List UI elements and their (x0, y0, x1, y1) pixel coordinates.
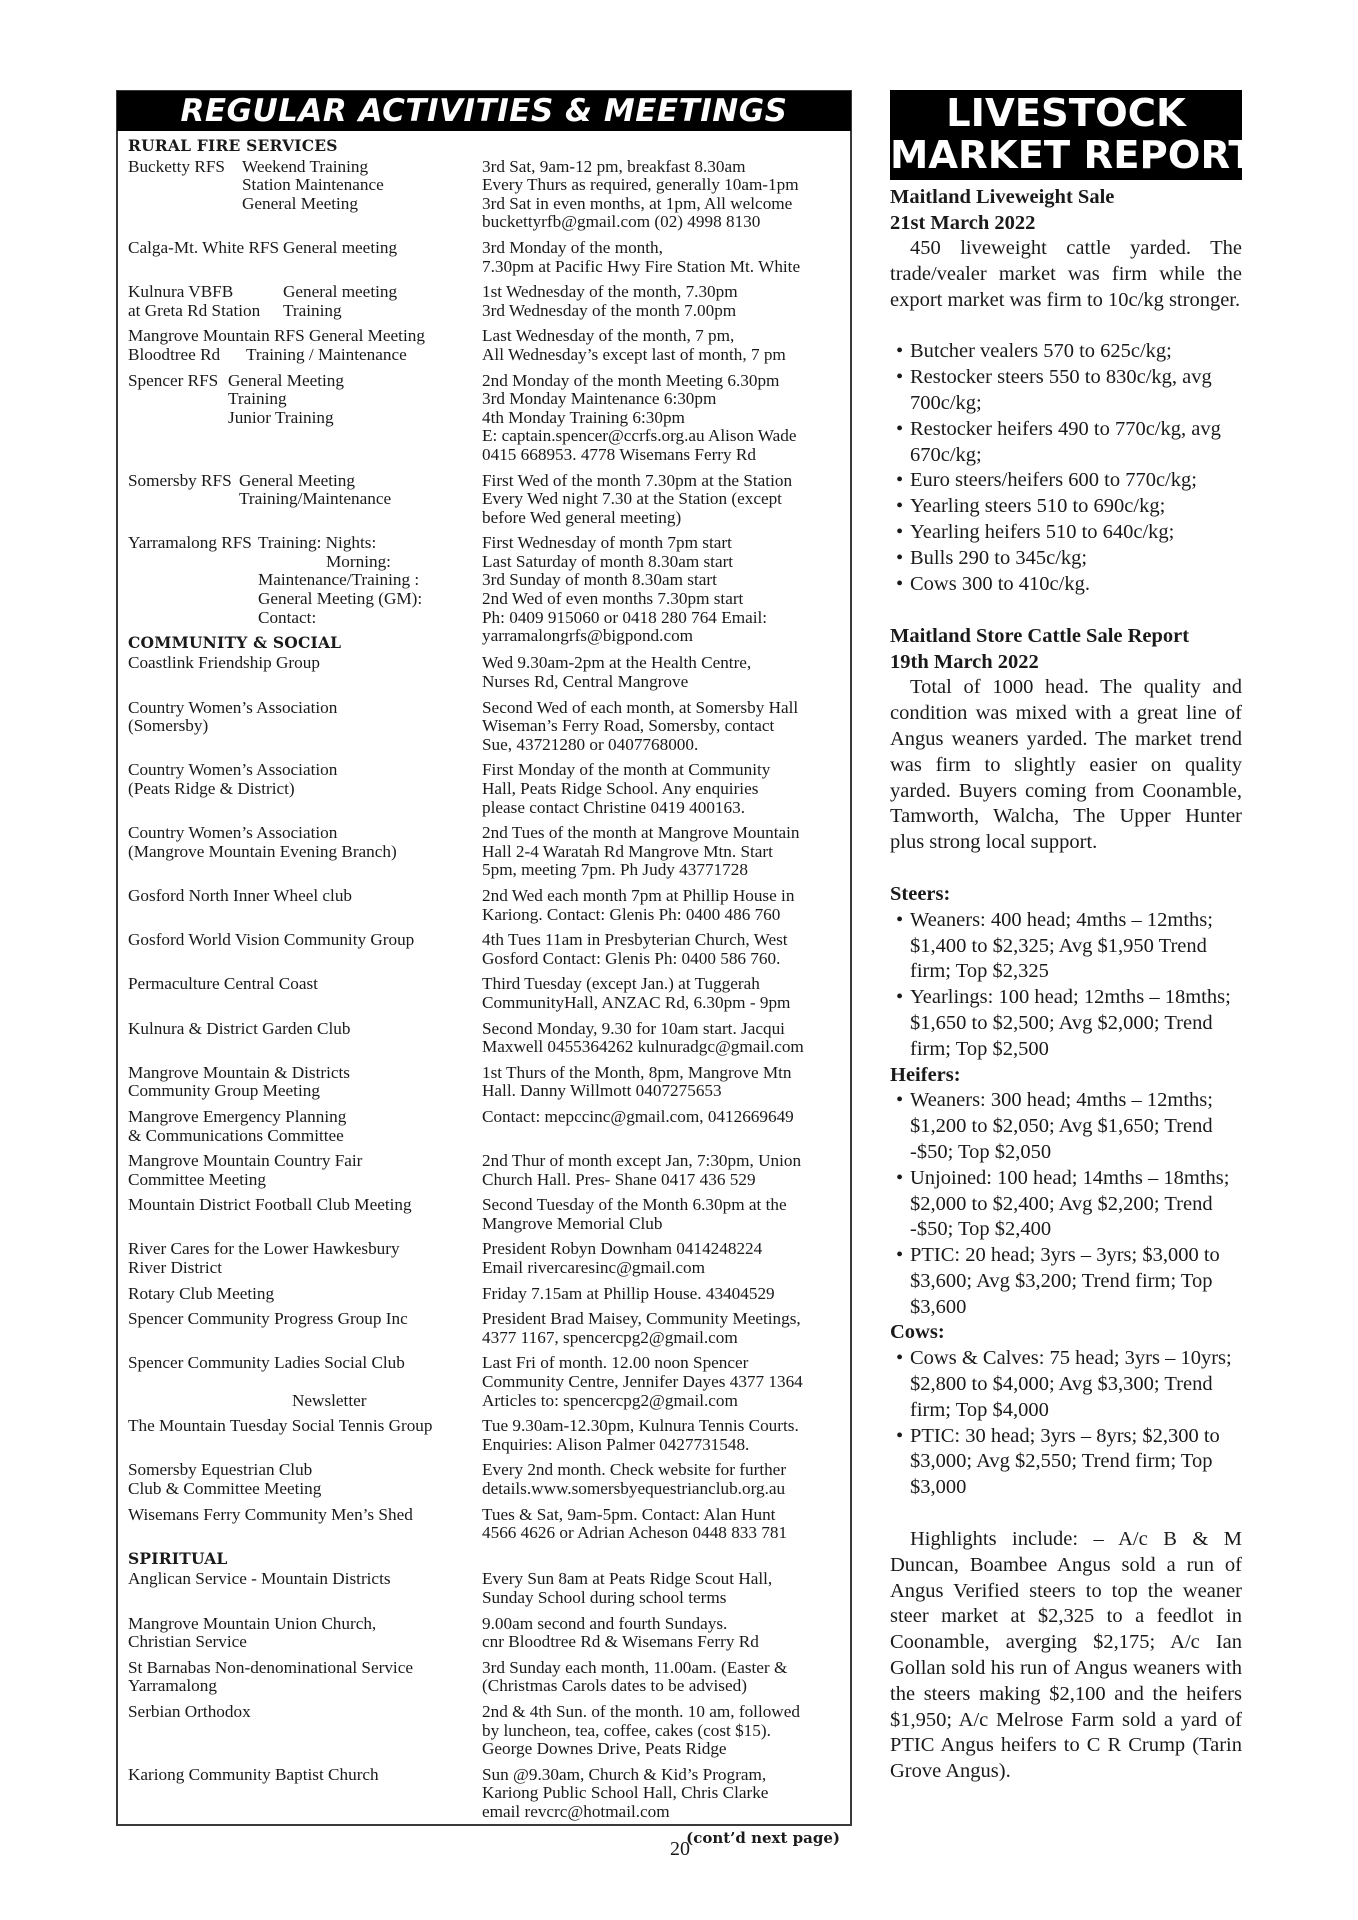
listing-detail: by luncheon, tea, coffee, cakes (cost $15). (482, 1720, 771, 1740)
listing-row (128, 1240, 840, 1277)
store-section (890, 623, 1242, 1785)
rfs-detail: 7.30pm at Pacific Hwy Fire Station Mt. White (482, 256, 801, 276)
store-highlights: Highlights include: – A/c B & M Duncan, Boambee Angus sold a run of Angus Verified steers to top the weaner steer market at $2,325 to a feedlot in Coonamble, averging $2,175; A/c Ian Gollan sold his run of Angus weaners with the steers making $2,100 and the heifers $1,950; A/c Melrose Farm sold a yard of PTIC Angus heifers to C R Crump (Tarin Grove Angus). (890, 1528, 1242, 1783)
listing-detail-contact[interactable]: Sun @9.30am, Church & Kid’s Program, (482, 1764, 767, 1784)
regular-activities-box (116, 90, 852, 1847)
listing-name: (Somersby) (128, 716, 209, 736)
listing-name: Yarramalong (128, 1676, 217, 1696)
listing-detail: 2nd Tues of the month at Mangrove Mountain (482, 823, 800, 843)
price-item: • Yearling heifers 510 to 640c/kg; (896, 520, 1242, 546)
sale-item: • PTIC: 20 head; 3yrs – 3yrs; $3,000 to $3,600; Avg $3,200; Trend firm; Top $3,600 (896, 1243, 1242, 1320)
listing-name: St Barnabas Non-denominational Service (128, 1657, 413, 1677)
listing-row (128, 1766, 840, 1822)
rfs-activity: Morning: (326, 551, 391, 571)
price-item: • Butcher vealers 570 to 625c/kg; (896, 339, 1242, 365)
sale-item: • PTIC: 30 head; 3yrs – 8yrs; $2,300 to $3,000; Avg $2,550; Trend firm; Top $3,000 (896, 1424, 1242, 1501)
category-heading: Steers: (890, 882, 951, 905)
listing-detail: Wed 9.30am-2pm at the Health Centre, (482, 653, 752, 673)
store-date: 19th March 2022 (890, 651, 1039, 674)
listing-detail: 3rd Sunday each month, 11.00am. (Easter & (482, 1657, 788, 1677)
rfs-detail: Ph: 0409 915060 or 0418 280 764 Email: (482, 607, 768, 627)
rfs-detail: 0415 668953. 4778 Wisemans Ferry Rd (482, 444, 756, 464)
listing-detail: Third Tuesday (except Jan.) at Tuggerah (482, 974, 760, 994)
category-list (890, 1088, 1242, 1320)
rfs-activity: Junior Training (228, 407, 334, 427)
listing-detail: (Christmas Carols dates to be advised) (482, 1676, 747, 1696)
category-heading: Heifers: (890, 1063, 961, 1086)
rfs-email[interactable]: E: captain.spencer@ccrfs.org.au Alison Wade (482, 426, 797, 446)
rfs-row-bucketty (128, 158, 840, 232)
sale-item: • Weaners: 400 head; 4mths – 12mths; $1,400 to $2,325; Avg $1,950 Trend firm; Top $2,325 (896, 908, 1242, 985)
listing-detail-contact[interactable]: email revcrc@hotmail.com (482, 1801, 670, 1821)
listing-detail-contact[interactable]: Maxwell 0455364262 kulnuradgc@gmail.com (482, 1037, 804, 1057)
price-item: • Restocker steers 550 to 830c/kg, avg 700c/kg; (896, 365, 1242, 417)
listing-name: Coastlink Friendship Group (128, 653, 320, 673)
listing-row (128, 824, 840, 880)
rfs-activity: Training/Maintenance (239, 489, 392, 509)
listing-name: Kulnura & District Garden Club (128, 1018, 351, 1038)
store-intro: Total of 1000 head. The quality and condition was mixed with a great line of Angus weaners yarded. The market trend was firm to slightly easier on quality yarded. Buyers coming from Coonamble, Tamworth, Walcha, The Upper Hunter plus strong local support. (890, 676, 1242, 854)
listing-detail-contact[interactable]: details.www.somersbyequestrianclub.org.au (482, 1479, 786, 1498)
rfs-row-calga (128, 239, 840, 276)
category-heading: Cows: (890, 1321, 945, 1344)
rfs-detail: Last Saturday of month 8.30am start (482, 551, 734, 571)
rfs-name: Mangrove Mountain RFS General Meeting (128, 326, 425, 346)
listing-name: Gosford North Inner Wheel club (128, 885, 353, 905)
rfs-contact-label: Contact: (258, 607, 317, 627)
rfs-detail: 3rd Sat, 9am-12 pm, breakfast 8.30am (482, 156, 746, 176)
rfs-row-kulnura (128, 283, 840, 320)
listing-detail: 2nd Thur of month except Jan, 7:30pm, Union (482, 1151, 802, 1171)
rfs-activity: General meeting (283, 282, 398, 302)
rfs-activity: Station Maintenance (242, 175, 384, 195)
price-item: • Euro steers/heifers 600 to 770c/kg; (896, 468, 1242, 494)
rfs-email[interactable]: yarramalongrfs@bigpond.com (482, 626, 694, 646)
price-item: • Bulls 290 to 345c/kg; (896, 546, 1242, 572)
listing-row (128, 1285, 840, 1304)
section-heading-rural-fire: RURAL FIRE SERVICES (128, 136, 338, 155)
rfs-activity: Training (228, 389, 287, 409)
rfs-detail: 1st Wednesday of the month, 7.30pm (482, 282, 738, 302)
listing-detail: CommunityHall, ANZAC Rd, 6.30pm - 9pm (482, 992, 791, 1012)
listing-name: Mangrove Mountain Union Church, (128, 1613, 377, 1633)
regular-activities-title: REGULAR ACTIVITIES & MEETINGS (117, 91, 851, 131)
rfs-activity: General Meeting (242, 193, 358, 213)
rfs-activity: Training (283, 300, 342, 320)
listing-row (128, 1196, 840, 1233)
listing-name: Wisemans Ferry Community Men’s Shed (128, 1504, 413, 1524)
listing-name: (Mangrove Mountain Evening Branch) (128, 841, 397, 861)
rfs-name: Somersby RFS (128, 470, 232, 490)
rfs-detail: 3rd Sunday of month 8.30am start (482, 570, 717, 590)
continued-next-page: (cont’d next page) (686, 1828, 840, 1847)
rfs-name: Calga-Mt. White RFS (128, 237, 280, 257)
listing-row (128, 1064, 840, 1101)
page-number: 20 (670, 1838, 690, 1860)
rfs-detail: First Wed of the month 7.30pm at the Station (482, 470, 793, 490)
listing-detail: 4566 4626 or Adrian Acheson 0448 833 781 (482, 1523, 788, 1543)
rfs-row-mangrove (128, 327, 840, 364)
listing-row (128, 1417, 840, 1454)
listing-row (128, 1108, 840, 1145)
listing-detail: Mangrove Memorial Club (482, 1213, 663, 1233)
liveweight-heading: Maitland Liveweight Sale (890, 186, 1115, 208)
category-list (890, 1346, 1242, 1501)
listing-row (128, 975, 840, 1012)
rfs-location: Bloodtree Rd (128, 344, 221, 364)
listing-detail: Every 2nd month. Check website for further (482, 1460, 787, 1480)
listing-detail: Nurses Rd, Central Mangrove (482, 672, 689, 692)
listing-detail: cnr Bloodtree Rd & Wisemans Ferry Rd (482, 1632, 759, 1652)
listing-name: Christian Service (128, 1632, 247, 1652)
listing-name: Mountain District Football Club Meeting (128, 1195, 412, 1215)
rfs-activity: Training: Nights: (258, 533, 377, 553)
listing-detail: Second Wed of each month, at Somersby Hall (482, 697, 799, 717)
rfs-location: at Greta Rd Station (128, 300, 261, 320)
listing-detail: 9.00am second and fourth Sundays. (482, 1613, 728, 1633)
listing-detail: 1st Thurs of the Month, 8pm, Mangrove Mtn (482, 1062, 792, 1082)
listing-row (128, 1659, 840, 1696)
store-heading: Maitland Store Cattle Sale Report (890, 625, 1190, 648)
listing-detail: Second Monday, 9.30 for 10am start. Jacqui (482, 1018, 785, 1038)
rfs-email[interactable]: buckettyrfb@gmail.com (02) 4998 8130 (482, 212, 761, 232)
listing-detail-contact[interactable]: 4377 1167, spencercpg2@gmail.com (482, 1327, 738, 1347)
listing-detail: Friday 7.15am at Phillip House. 43404529 (482, 1283, 775, 1303)
listing-name: Club & Committee Meeting (128, 1479, 322, 1498)
listing-name: Permaculture Central Coast (128, 974, 318, 994)
listing-name: Mangrove Mountain Country Fair (128, 1151, 363, 1171)
listing-detail: President Brad Maisey, Community Meetings, (482, 1309, 801, 1329)
rfs-activity: Weekend Training (242, 156, 369, 176)
listing-row (128, 1020, 840, 1057)
listing-name: Newsletter (292, 1390, 367, 1410)
rfs-activity: General Meeting (GM): (258, 589, 423, 609)
rfs-detail: 3rd Monday of the month, (482, 237, 663, 257)
rfs-name: Kulnura VBFB (128, 282, 234, 302)
listing-name: Country Women’s Association (128, 760, 338, 780)
listing-name: (Peats Ridge & District) (128, 779, 295, 798)
listing-detail: Kariong Public School Hall, Chris Clarke (482, 1783, 769, 1803)
rfs-name: Yarramalong RFS (128, 533, 252, 553)
rfs-detail: 3rd Sat in even months, at 1pm, All welcome (482, 193, 793, 213)
activities-body (118, 131, 850, 1847)
listing-row (128, 1703, 840, 1759)
listing-row (128, 1570, 840, 1607)
listing-name: Country Women’s Association (128, 697, 338, 717)
livestock-title (890, 90, 1255, 180)
liveweight-date: 21st March 2022 (890, 212, 1036, 234)
listing-name: Anglican Service - Mountain Districts (128, 1569, 391, 1589)
listing-detail: Enquiries: Alison Palmer 0427731548. (482, 1434, 750, 1454)
listing-name: Mangrove Mountain & Districts (128, 1062, 350, 1082)
listing-detail: George Downes Drive, Peats Ridge (482, 1739, 727, 1759)
spiritual-list (128, 1570, 840, 1821)
livestock-title-line: MARKET REPORT (890, 133, 1255, 178)
liveweight-section (890, 184, 1242, 597)
listing-detail: Sue, 43721280 or 0407768000. (482, 734, 699, 754)
listing-row (128, 761, 840, 817)
listing-name: Committee Meeting (128, 1169, 266, 1189)
listing-name: Serbian Orthodox (128, 1701, 251, 1721)
listing-detail: 4th Tues 11am in Presbyterian Church, West (482, 930, 788, 950)
rfs-detail: 4th Monday Training 6:30pm (482, 407, 685, 427)
listing-detail: Hall, Peats Ridge School. Any enquiries (482, 779, 759, 798)
rfs-detail: Every Wed night 7.30 at the Station (except (482, 489, 782, 509)
rfs-detail: 2nd Monday of the month Meeting 6.30pm (482, 370, 780, 390)
listing-detail: Wiseman’s Ferry Road, Somersby, contact (482, 716, 775, 736)
listing-row (128, 1310, 840, 1347)
listing-detail: Church Hall. Pres- Shane 0417 436 529 (482, 1169, 756, 1189)
listing-name: Kariong Community Baptist Church (128, 1764, 379, 1784)
listing-name: & Communications Committee (128, 1125, 344, 1145)
listing-detail: Hall 2-4 Waratah Rd Mangrove Mtn. Start (482, 841, 773, 861)
listing-name: Gosford World Vision Community Group (128, 930, 415, 950)
community-list (128, 654, 840, 1542)
price-item: • Cows 300 to 410c/kg. (896, 572, 1242, 598)
category-list (890, 908, 1242, 1063)
liveweight-price-list (890, 339, 1242, 597)
listing-detail: Tues & Sat, 9am-5pm. Contact: Alan Hunt (482, 1504, 776, 1524)
rfs-activity: Training / Maintenance (246, 344, 407, 364)
price-item: • Restocker heifers 490 to 770c/kg, avg 670c/kg; (896, 417, 1242, 469)
livestock-title-line: LIVESTOCK (946, 91, 1186, 136)
listing-name: Community Group Meeting (128, 1081, 320, 1101)
sale-item: • Yearlings: 100 head; 12mths – 18mths; $1,650 to $2,500; Avg $2,000; Trend firm; Top $2,500 (896, 985, 1242, 1062)
liveweight-intro: 450 liveweight cattle yarded. The trade/vealer market was firm while the export market was firm to 10c/kg stronger. (890, 237, 1242, 311)
spacer (128, 1373, 482, 1392)
rfs-detail: 2nd Wed of even months 7.30pm start (482, 589, 744, 609)
listing-name: Spencer Community Ladies Social Club (128, 1353, 405, 1373)
listing-name: Country Women’s Association (128, 823, 338, 843)
listing-detail: please contact Christine 0419 400163. (482, 797, 746, 817)
listing-detail: Gosford Contact: Glenis Ph: 0400 586 760. (482, 948, 781, 968)
listing-name: Somersby Equestrian Club (128, 1460, 313, 1480)
store-groups (890, 882, 1242, 1501)
listing-name: Rotary Club Meeting (128, 1283, 275, 1303)
sale-item: • Unjoined: 100 head; 14mths – 18mths; $2,000 to $2,400; Avg $2,200; Trend -$50; Top $2,400 (896, 1166, 1242, 1243)
rfs-row-yarramalong (128, 534, 840, 646)
listing-detail: Last Fri of month. 12.00 noon Spencer (482, 1353, 749, 1373)
rfs-activity: General meeting (283, 237, 398, 257)
rfs-activity: General Meeting (239, 470, 355, 490)
listing-name: Spencer Community Progress Group Inc (128, 1309, 408, 1329)
rfs-row-somersby (128, 472, 840, 528)
listing-row (128, 1354, 840, 1410)
rfs-detail: All Wednesday’s except last of month, 7 pm (482, 344, 786, 364)
listing-detail: Second Tuesday of the Month 6.30pm at the (482, 1195, 787, 1215)
listing-row (128, 699, 840, 755)
listing-detail: Every Sun 8am at Peats Ridge Scout Hall, (482, 1569, 773, 1589)
listing-detail-contact[interactable]: Contact: mepccinc@gmail.com, 0412669649 (482, 1106, 794, 1126)
rfs-row-spencer (128, 372, 840, 465)
price-item: • Yearling steers 510 to 690c/kg; (896, 494, 1242, 520)
rfs-detail: First Wednesday of month 7pm start (482, 533, 732, 553)
listing-detail: Sunday School during school terms (482, 1587, 727, 1607)
listing-row (128, 1461, 840, 1498)
listing-row (128, 654, 840, 691)
sale-item: • Weaners: 300 head; 4mths – 12mths; $1,200 to $2,050; Avg $1,650; Trend -$50; Top $2,050 (896, 1088, 1242, 1165)
listing-detail-contact[interactable]: Email rivercaresinc@gmail.com (482, 1258, 705, 1278)
listing-detail: Community Centre, Jennifer Dayes 4377 1364 (482, 1372, 803, 1392)
listing-detail-contact[interactable]: Articles to: spencercpg2@gmail.com (482, 1390, 738, 1410)
listing-row (128, 1615, 840, 1652)
listing-detail: First Monday of the month at Community (482, 760, 771, 780)
rfs-detail: Every Thurs as required, generally 10am-1pm (482, 175, 799, 195)
listing-row (128, 887, 840, 924)
rfs-detail: Last Wednesday of the month, 7 pm, (482, 326, 735, 346)
rfs-name: Bucketty RFS (128, 156, 225, 176)
listing-name: River Cares for the Lower Hawkesbury (128, 1239, 400, 1259)
sale-item: • Cows & Calves: 75 head; 3yrs – 10yrs; $2,800 to $4,000; Avg $3,300; Trend firm; Top $4,000 (896, 1346, 1242, 1423)
rfs-detail: 3rd Monday Maintenance 6:30pm (482, 389, 717, 409)
listing-name: The Mountain Tuesday Social Tennis Group (128, 1416, 433, 1436)
listing-detail: Hall. Danny Willmott 0407275653 (482, 1081, 722, 1101)
listing-detail: 2nd Wed each month 7pm at Phillip House in (482, 885, 795, 905)
listing-row (128, 931, 840, 968)
listing-detail: 2nd & 4th Sun. of the month. 10 am, followed (482, 1701, 800, 1721)
rfs-activity: Maintenance/Training : (258, 570, 420, 590)
listing-row (128, 1152, 840, 1189)
section-heading-community: COMMUNITY & SOCIAL (128, 632, 342, 652)
listing-detail: 5pm, meeting 7pm. Ph Judy 43771728 (482, 860, 748, 880)
rfs-name: Spencer RFS (128, 370, 219, 390)
listing-detail: Tue 9.30am-12.30pm, Kulnura Tennis Courts. (482, 1416, 799, 1436)
rfs-detail: 3rd Wednesday of the month 7.00pm (482, 300, 737, 320)
section-heading-spiritual: SPIRITUAL (128, 1548, 228, 1568)
listing-row (128, 1506, 840, 1543)
listing-name: Mangrove Emergency Planning (128, 1106, 347, 1126)
listing-detail: President Robyn Downham 0414248224 (482, 1239, 763, 1259)
livestock-market-report (890, 90, 1255, 1785)
rfs-detail: before Wed general meeting) (482, 507, 682, 527)
listing-name: River District (128, 1258, 223, 1278)
listing-detail: Kariong. Contact: Glenis Ph: 0400 486 760 (482, 904, 781, 924)
rfs-activity: General Meeting (228, 370, 344, 390)
